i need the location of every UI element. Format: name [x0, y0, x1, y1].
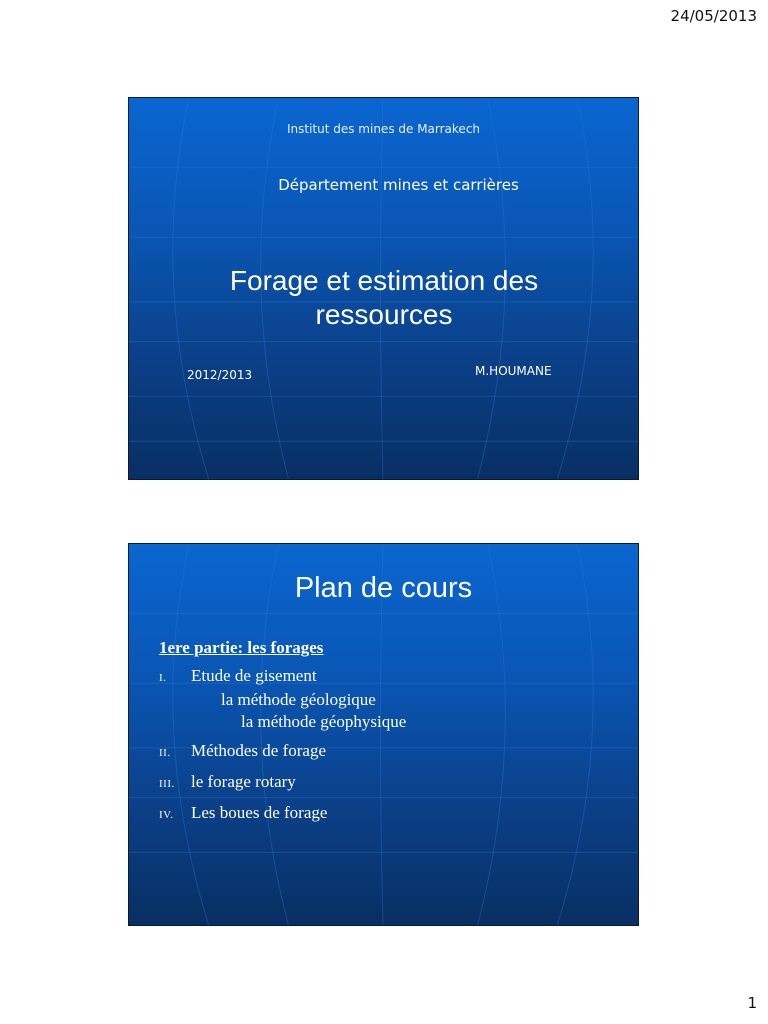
item-text: le forage rotary	[191, 772, 296, 791]
item-number: III.	[159, 778, 175, 790]
list-item	[159, 802, 628, 826]
sub-item: la méthode géophysique	[241, 712, 407, 731]
item-text: Etude de gisement	[191, 666, 317, 685]
item-text: Les boues de forage	[191, 803, 328, 822]
slide-title	[128, 97, 639, 480]
part-heading: 1ere partie: les forages	[159, 638, 324, 657]
list-item	[159, 771, 628, 795]
academic-year: 2012/2013	[187, 368, 253, 382]
sub-item: la méthode géologique	[221, 690, 376, 709]
page-date: 24/05/2013	[670, 7, 757, 25]
list-item	[159, 740, 628, 764]
item-number: II.	[159, 747, 171, 759]
department-name: Département mines et carrières	[278, 176, 519, 194]
item-number: IV.	[159, 809, 174, 821]
page-number: 1	[747, 994, 757, 1012]
item-number: I.	[159, 672, 167, 684]
title-line-2: ressources	[315, 299, 453, 330]
slide-heading: Plan de cours	[294, 572, 473, 604]
list-item	[159, 665, 628, 689]
outline-list	[159, 665, 628, 826]
slide-plan	[128, 543, 639, 926]
institute-name: Institut des mines de Marrakech	[286, 122, 481, 136]
item-text: Méthodes de forage	[191, 741, 327, 760]
title-line-1: Forage et estimation des	[229, 265, 539, 296]
presentation-title	[169, 264, 599, 332]
author-name: M.HOUMANE	[475, 364, 552, 378]
